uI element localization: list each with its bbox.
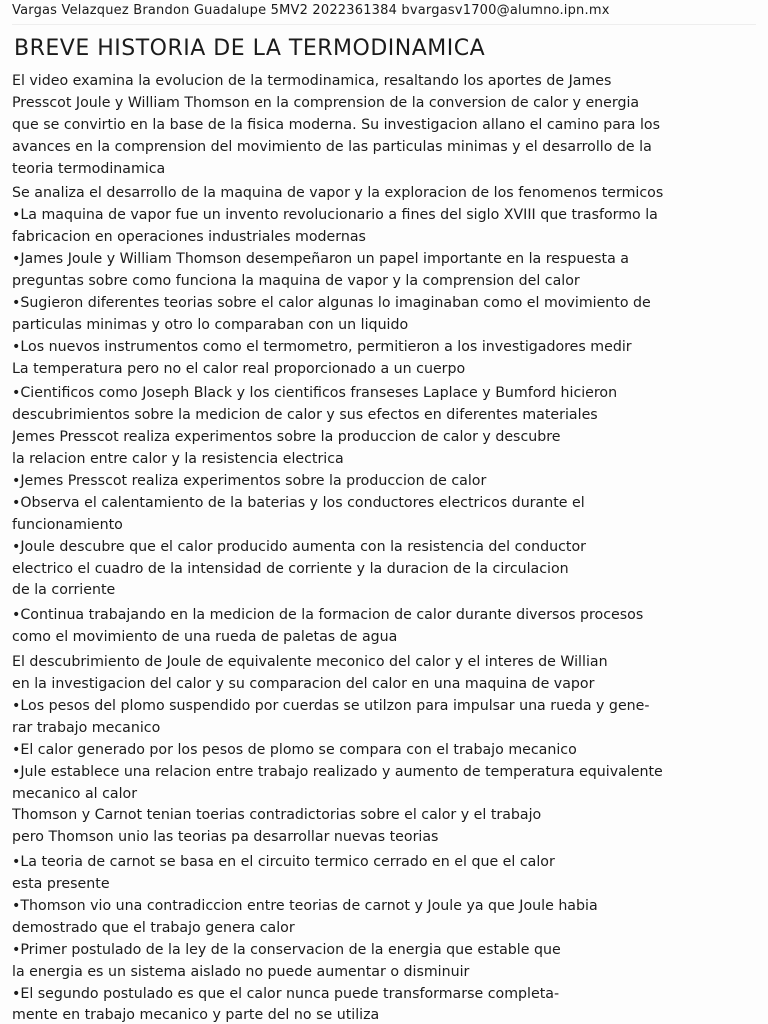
text-line: particulas minimas y otro lo comparaban con un liquido	[12, 316, 409, 333]
student-header: Vargas Velazquez Brandon Guadalupe 5MV2 2022361384 bvargasv1700@alumno.ipn.mx	[12, 0, 756, 25]
text-line: como el movimiento de una rueda de paletas de agua	[12, 629, 398, 646]
text-line: que se convirtio en la base de la fisica moderna. Su investigacion allano el camino para los	[12, 116, 661, 133]
bullet-line: •Observa el calentamiento de la baterias y los conductores electricos durante el	[12, 494, 585, 511]
bullet-line: •Cientificos como Joseph Black y los cientificos franseses Laplace y Bumford hicieron	[12, 385, 618, 402]
text-line: mente en trabajo mecanico y parte del no se utiliza	[12, 1007, 380, 1024]
bullet-line: •Continua trabajando en la medicion de la formacion de calor durante diversos procesos	[12, 607, 644, 624]
bullet-line: •La teoria de carnot se basa en el circuito termico cerrado en el que el calor	[12, 854, 555, 871]
bullet-line: •Primer postulado de la ley de la conservacion de la energia que estable que	[12, 941, 561, 958]
text-line: preguntas sobre como funciona la maquina de vapor y la comprension del calor	[12, 273, 580, 290]
text-line: la relacion entre calor y la resistencia electrica	[12, 451, 344, 468]
text-line: la energia es un sistema aislado no puede aumentar o disminuir	[12, 963, 470, 980]
bullet-line: •El segundo postulado es que el calor nunca puede transformarse completa-	[12, 985, 560, 1002]
text-line: demostrado que el trabajo genera calor	[12, 919, 295, 936]
text-line: El video examina la evolucion de la termodinamica, resaltando los aportes de James	[12, 73, 612, 89]
bullet-line: •Jemes Presscot realiza experimentos sobre la produccion de calor	[12, 473, 487, 490]
text-line: teoria termodinamica	[12, 160, 166, 177]
text-line: La temperatura pero no el calor real proporcionado a un cuerpo	[12, 360, 466, 377]
bullet-line: •Sugieron diferentes teorias sobre el calor algunas lo imaginaban como el movimiento de	[12, 294, 651, 311]
text-line: Jemes Presscot realiza experimentos sobre la produccion de calor y descubre	[12, 429, 561, 446]
bullet-line: •Joule descubre que el calor producido aumenta con la resistencia del conductor	[12, 538, 586, 555]
text-line: electrico el cuadro de la intensidad de corriente y la duracion de la circulacion	[12, 560, 569, 577]
text-line: esta presente	[12, 876, 110, 893]
page-title: BREVE HISTORIA DE LA TERMODINAMICA	[14, 36, 486, 61]
text-line: fabricacion en operaciones industriales modernas	[12, 229, 366, 246]
text-line: mecanico al calor	[12, 785, 138, 802]
notes-body	[12, 71, 756, 1024]
bullet-line: •La maquina de vapor fue un invento revolucionario a fines del siglo XVIII que trasformo la	[12, 207, 658, 224]
text-line: El descubrimiento de Joule de equivalente meconico del calor y el interes de Willian	[12, 654, 608, 671]
text-line: descubrimientos sobre la medicion de calor y sus efectos en diferentes materiales	[12, 407, 598, 424]
text-line: Presscot Joule y William Thomson en la comprension de la conversion de calor y energia	[12, 94, 640, 111]
text-line: funcionamiento	[12, 516, 123, 533]
bullet-line: •Jule establece una relacion entre trabajo realizado y aumento de temperatura equivalente	[12, 763, 663, 780]
bullet-line: •James Joule y William Thomson desempeñaron un papel importante en la respuesta a	[12, 251, 629, 268]
text-line: de la corriente	[12, 582, 116, 599]
text-line: Thomson y Carnot tenian toerias contradictorias sobre el calor y el trabajo	[12, 807, 542, 824]
text-line: en la investigacion del calor y su comparacion del calor en una maquina de vapor	[12, 676, 595, 693]
text-line: rar trabajo mecanico	[12, 719, 161, 736]
text-line: avances en la comprension del movimiento de las particulas minimas y el desarrollo de la	[12, 138, 652, 155]
bullet-line: •Thomson vio una contradiccion entre teorias de carnot y Joule ya que Joule habia	[12, 897, 598, 914]
bullet-line: •Los pesos del plomo suspendido por cuerdas se utilzon para impulsar una rueda y gene-	[12, 697, 650, 714]
bullet-line: •El calor generado por los pesos de plomo se compara con el trabajo mecanico	[12, 741, 577, 758]
text-line: pero Thomson unio las teorias pa desarrollar nuevas teorias	[12, 829, 439, 846]
text-line: Se analiza el desarrollo de la maquina de vapor y la exploracion de los fenomenos termicos	[12, 185, 664, 202]
bullet-line: •Los nuevos instrumentos como el termometro, permitieron a los investigadores medir	[12, 338, 632, 355]
